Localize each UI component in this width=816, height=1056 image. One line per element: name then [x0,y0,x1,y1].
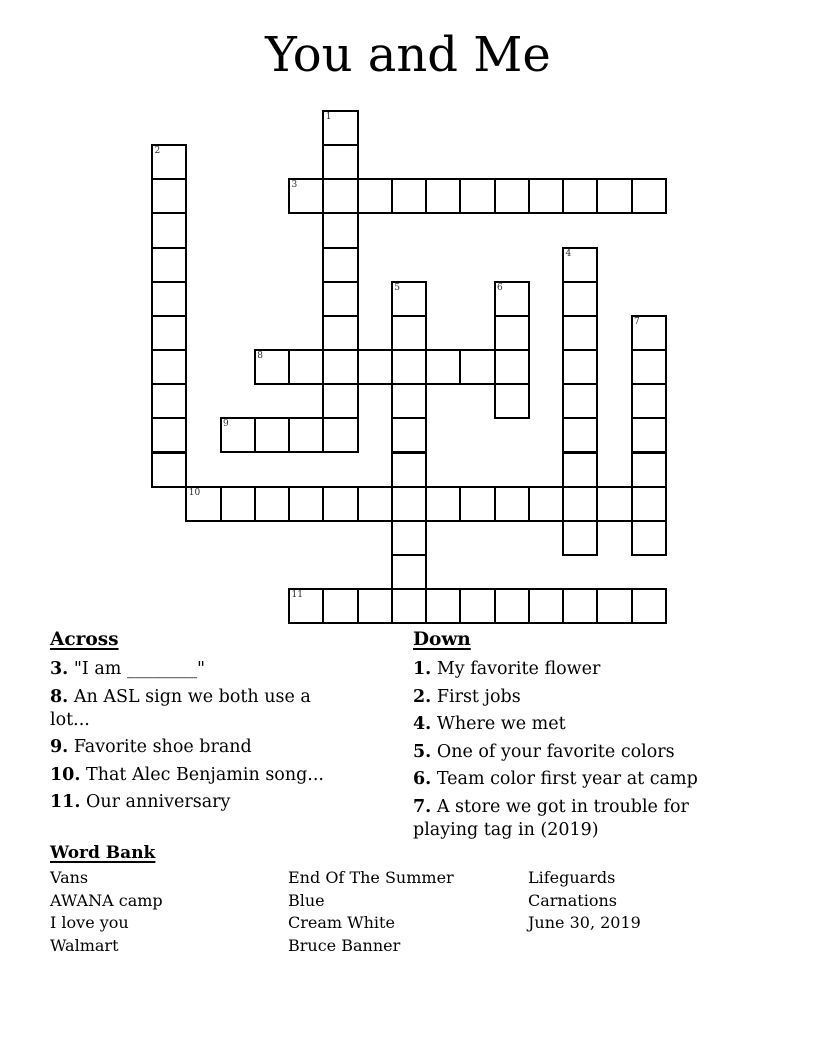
clue-text: Favorite shoe brand [68,737,252,757]
grid-cell[interactable] [151,178,187,214]
grid-cell[interactable] [322,315,358,351]
grid-cell[interactable] [322,281,358,317]
word-bank-column [288,867,454,957]
grid-cell[interactable] [151,383,187,419]
down-clue-list [413,658,728,842]
grid-cell[interactable] [391,178,427,214]
clue-item [50,736,340,759]
cell-number-label: 9 [223,419,229,430]
clue-number: 9. [50,737,69,757]
across-heading: Across [50,629,119,650]
grid-cell[interactable] [562,383,598,419]
grid-cell[interactable] [322,588,358,624]
clue-text: A store we got in trouble for playing tag in (2019) [413,796,689,840]
grid-cell[interactable] [288,486,324,522]
clue-text: One of your favorite colors [431,741,675,762]
clue-number: 3. [50,659,69,679]
grid-cell[interactable] [631,417,667,453]
grid-cell[interactable] [391,486,427,522]
clue-number: 1. [413,659,432,679]
grid-cell[interactable] [596,178,632,214]
grid-cell[interactable] [322,247,358,283]
grid-cell[interactable] [151,212,187,248]
clue-number: 2. [413,686,432,707]
grid-cell[interactable] [391,349,427,385]
word-bank-item: I love you [50,913,129,933]
clue-number: 8. [50,686,69,707]
grid-cell[interactable] [631,383,667,419]
grid-cell[interactable] [391,588,427,624]
word-bank-item: Blue [288,890,325,910]
grid-cell[interactable] [151,315,187,351]
clue-number: 6. [413,769,432,789]
grid-cell[interactable] [357,178,393,214]
cell-number-label: 5 [394,282,400,293]
word-bank-item: Carnations [528,890,617,910]
clue-number: 11. [50,792,81,812]
clue-item [413,796,728,842]
grid-cell[interactable] [322,417,358,453]
grid-cell[interactable] [322,144,358,180]
word-bank-column [528,867,641,935]
grid-cell[interactable] [425,349,461,385]
down-section [413,629,728,846]
clue-text: An ASL sign we both use a lot... [50,686,311,730]
grid-cell[interactable] [631,452,667,488]
grid-cell[interactable] [322,178,358,214]
grid-cell[interactable] [494,349,530,385]
clue-text: Where we met [431,714,566,734]
grid-cell[interactable] [562,520,598,556]
grid-cell[interactable] [631,520,667,556]
grid-cell[interactable] [151,349,187,385]
grid-cell[interactable] [562,281,598,317]
puzzle-title: You and Me [265,27,551,83]
grid-cell[interactable] [288,349,324,385]
cell-number-label: 2 [154,146,161,157]
clue-item [413,713,728,736]
cell-number-label: 4 [565,248,572,259]
across-section [50,629,340,819]
word-bank-item: AWANA camp [50,890,163,910]
grid-cell[interactable] [494,588,530,624]
cell-number-label: 10 [188,487,201,498]
grid-cell[interactable] [596,486,632,522]
grid-cell[interactable] [391,315,427,351]
grid-cell[interactable] [151,417,187,453]
clue-item [50,686,340,732]
grid-cell[interactable] [494,383,530,419]
grid-cell[interactable] [631,588,667,624]
clue-number: 7. [413,796,432,817]
grid-cell[interactable] [494,178,530,214]
clue-item [50,658,340,681]
clue-text: Our anniversary [80,792,231,812]
grid-cell[interactable] [391,452,427,488]
word-bank-section [50,842,766,955]
grid-cell[interactable] [528,588,564,624]
grid-cell[interactable] [254,417,290,453]
grid-cell[interactable] [391,520,427,556]
word-bank-item: Bruce Banner [288,935,401,955]
clue-item [50,791,340,814]
grid-cell[interactable] [459,349,495,385]
clue-item [413,741,728,764]
cell-number-label: 8 [257,351,263,362]
clue-text: First jobs [431,686,521,707]
grid-cell[interactable] [425,486,461,522]
grid-cell[interactable] [254,486,290,522]
grid-cell[interactable] [151,247,187,283]
grid-cell[interactable] [459,486,495,522]
down-heading: Down [413,629,471,650]
grid-cell[interactable] [425,588,461,624]
grid-cell[interactable] [528,178,564,214]
across-clue-list [50,658,340,814]
cell-number-label: 11 [291,590,303,601]
grid-cell[interactable] [562,588,598,624]
grid-cell[interactable] [562,315,598,351]
grid-cell[interactable] [459,178,495,214]
cell-number-label: 7 [634,316,640,327]
cell-number-label: 6 [497,282,503,293]
clue-text: Team color first year at camp [431,769,698,789]
grid-cell[interactable] [631,178,667,214]
word-bank-column [50,867,163,957]
grid-cell[interactable] [322,349,358,385]
grid-cell[interactable] [459,588,495,624]
grid-cell[interactable] [494,486,530,522]
crossword-grid [151,110,667,624]
grid-cell[interactable] [357,486,393,522]
word-bank-item: Cream White [288,913,395,933]
grid-cell[interactable] [596,588,632,624]
grid-cell[interactable] [528,486,564,522]
grid-cell[interactable] [562,349,598,385]
cell-number-label: 3 [291,180,298,191]
cell-number-label: 1 [325,112,332,122]
word-bank-item: Walmart [50,935,119,955]
clue-item [50,764,340,787]
grid-cell[interactable] [322,383,358,419]
word-bank-item: Vans [50,868,89,887]
grid-cell[interactable] [357,349,393,385]
clue-text: "I am ________" [68,659,206,679]
grid-cell[interactable] [391,383,427,419]
grid-cell[interactable] [322,212,358,248]
word-bank-item: June 30, 2019 [528,913,641,933]
grid-cell[interactable] [562,417,598,453]
grid-cell[interactable] [562,486,598,522]
grid-cell[interactable] [151,281,187,317]
clue-item [413,658,728,681]
clue-number: 10. [50,764,81,785]
grid-cell[interactable] [631,486,667,522]
clue-item [413,768,728,791]
grid-cell[interactable] [562,178,598,214]
clue-number: 4. [413,714,432,734]
grid-cell[interactable] [220,486,256,522]
clue-item [413,686,728,709]
grid-cell[interactable] [391,417,427,453]
grid-cell[interactable] [322,486,358,522]
grid-cell[interactable] [494,315,530,351]
grid-cell[interactable] [288,417,324,453]
word-bank-item: End Of The Summer [288,868,454,887]
grid-cell[interactable] [631,349,667,385]
word-bank-heading: Word Bank [50,843,156,863]
clue-text: My favorite flower [431,659,601,679]
grid-cell[interactable] [357,588,393,624]
word-bank-item: Lifeguards [528,868,616,887]
clue-number: 5. [413,741,432,762]
grid-cell[interactable] [391,554,427,590]
grid-cell[interactable] [151,452,187,488]
grid-cell[interactable] [562,452,598,488]
clue-text: That Alec Benjamin song... [80,764,324,785]
grid-cell[interactable] [425,178,461,214]
